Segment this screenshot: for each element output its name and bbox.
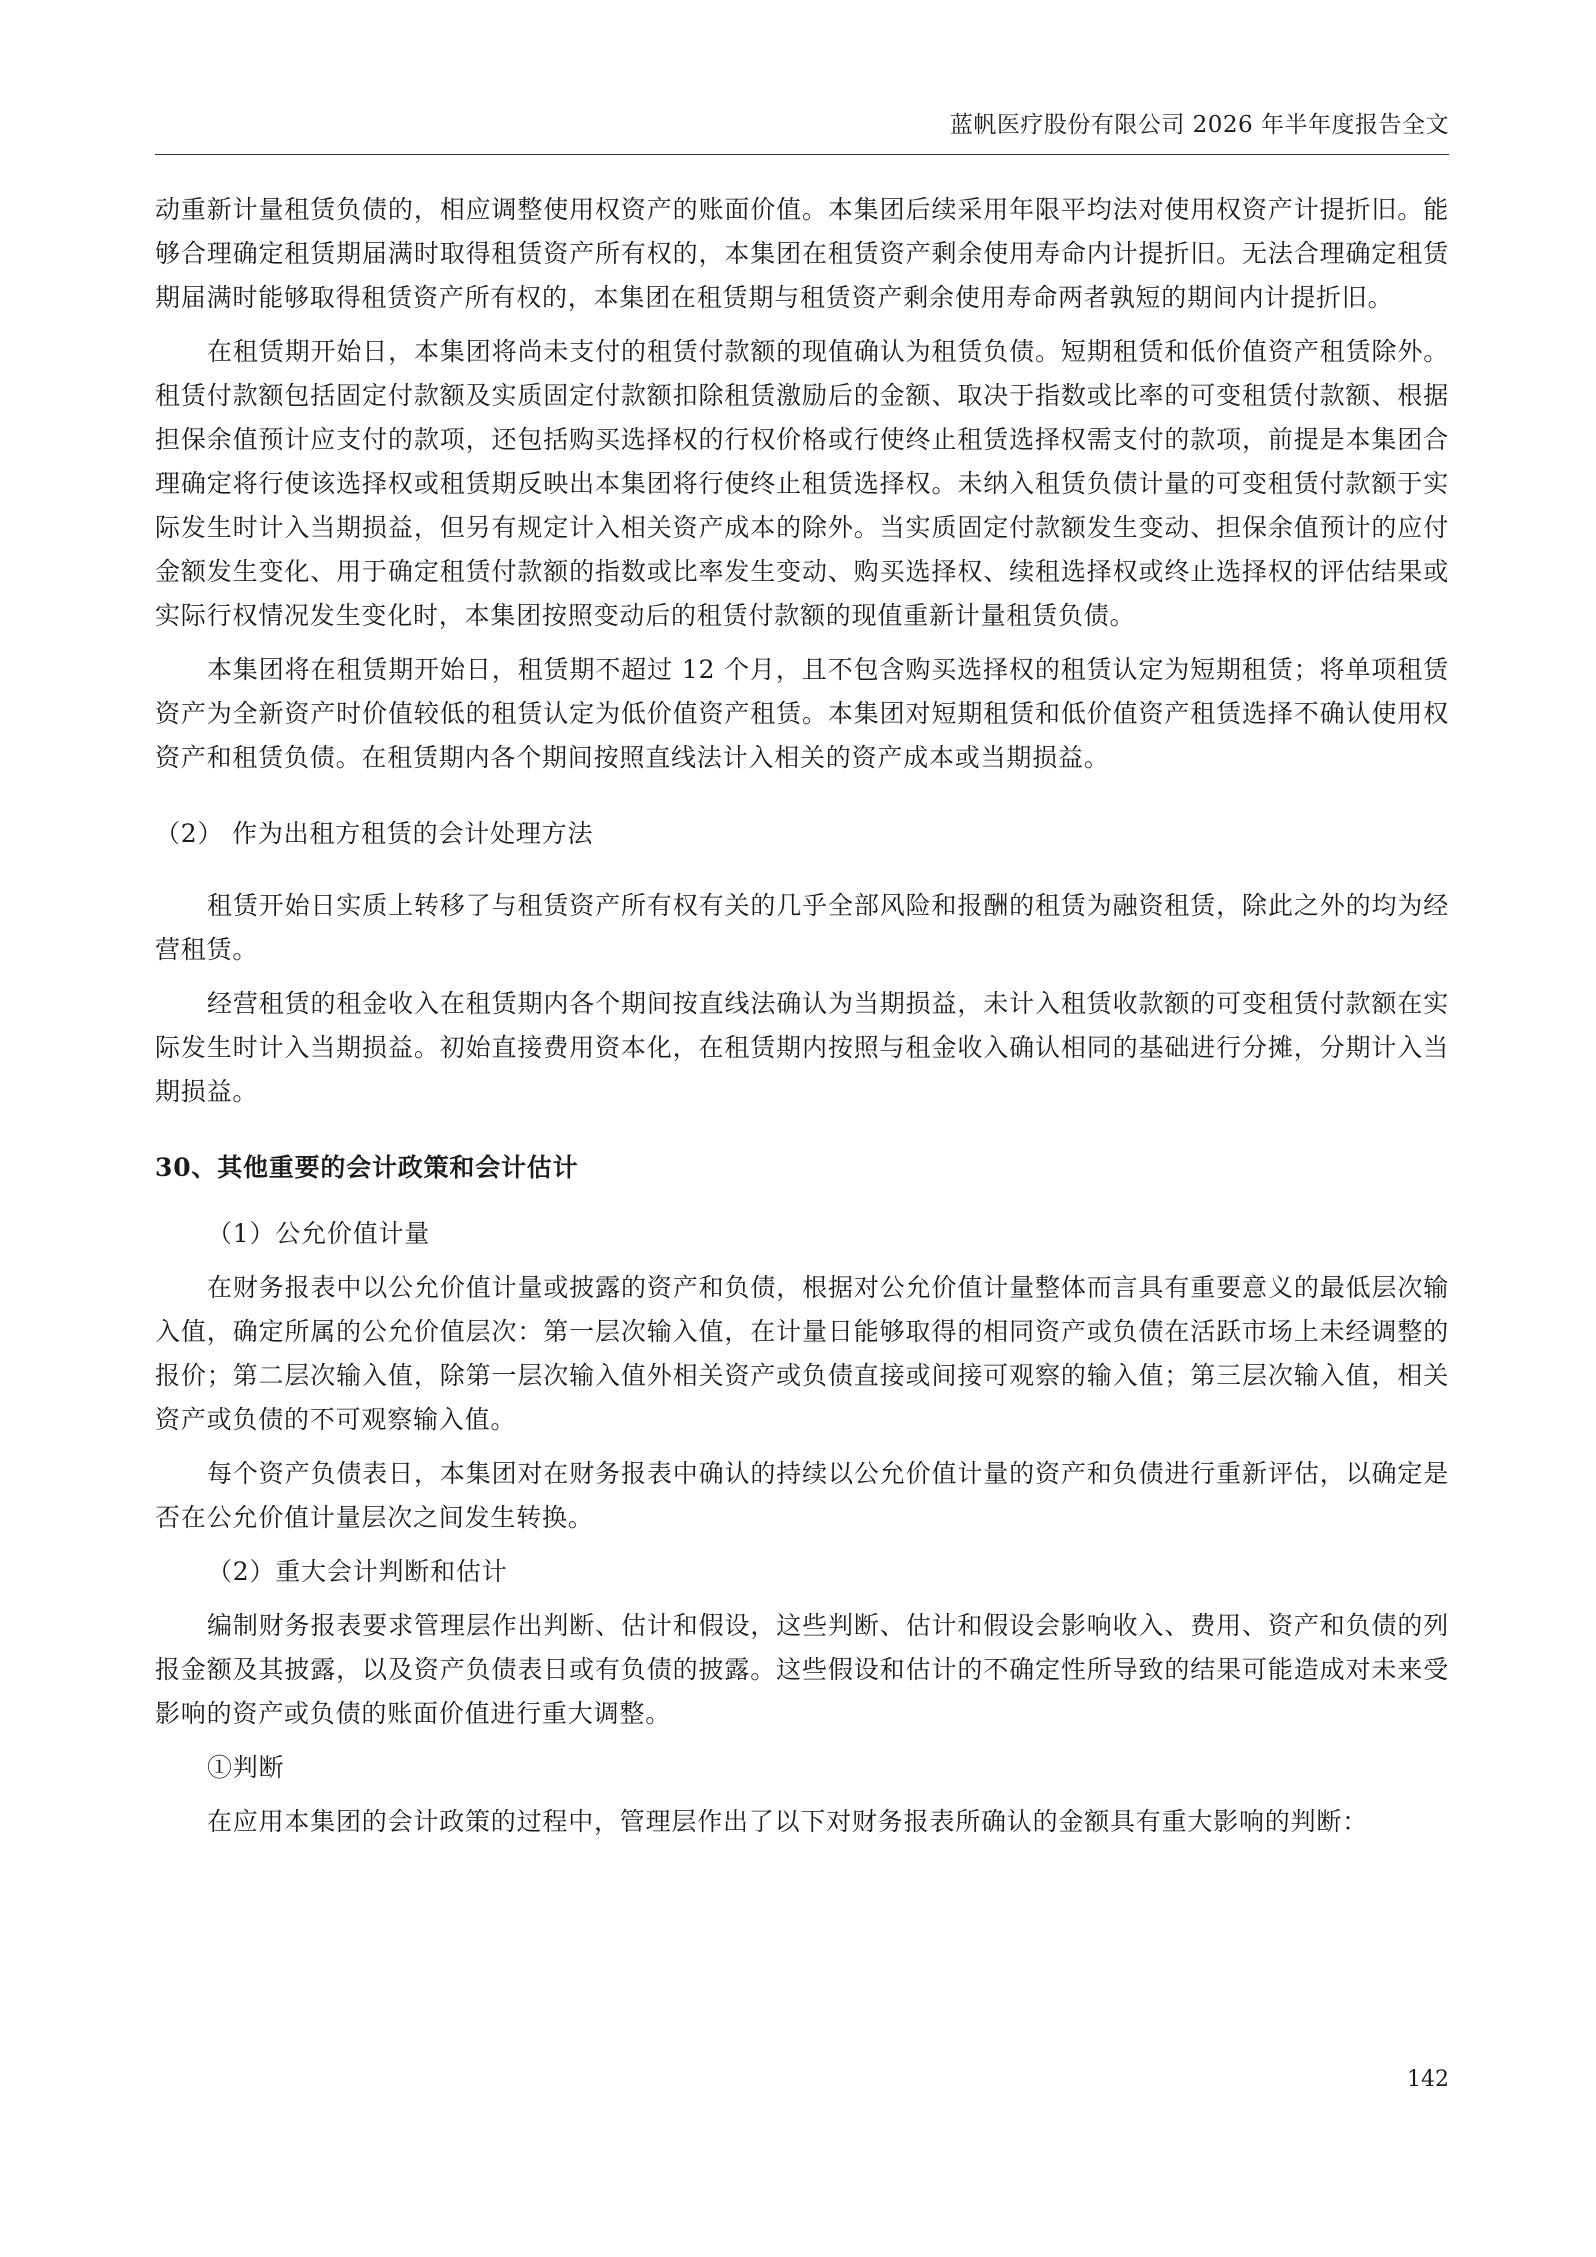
header-divider [155, 154, 1449, 155]
paragraph-judgements-intro: 编制财务报表要求管理层作出判断、估计和假设，这些判断、估计和假设会影响收入、费用、资产和负债的列报金额及其披露，以及资产负债表日或有负债的披露。这些假设和估计的不确定性所导致的结果可能造成对未来受影响的资产或负债的账面价值进行重大调整。 [155, 1611, 1449, 1728]
paragraph-judgements-detail: 在应用本集团的会计政策的过程中，管理层作出了以下对财务报表所确认的金额具有重大影响的判断： [207, 1807, 1369, 1836]
paragraph-finance-lease: 租赁开始日实质上转移了与租赁资产所有权有关的几乎全部风险和报酬的租赁为融资租赁，除此之外的均为经营租赁。 [155, 891, 1449, 964]
paragraph-fair-value-reassessment: 每个资产负债表日，本集团对在财务报表中确认的持续以公允价值计量的资产和负债进行重新评估，以确定是否在公允价值计量层次之间发生转换。 [155, 1459, 1449, 1532]
page-body [155, 188, 1449, 1854]
page-header-title: 蓝帆医疗股份有限公司 2026 年半年度报告全文 [949, 112, 1449, 138]
paragraph-operating-lease: 经营租赁的租金收入在租赁期内各个期间按直线法确认为当期损益，未计入租赁收款额的可变租赁付款额在实际发生时计入当期损益。初始直接费用资本化，在租赁期内按照与租金收入确认相同的基础进行分摊，分期计入当期损益。 [155, 989, 1449, 1106]
paragraph-fair-value-hierarchy: 在财务报表中以公允价值计量或披露的资产和负债，根据对公允价值计量整体而言具有重要意义的最低层次输入值，确定所属的公允价值层次：第一层次输入值，在计量日能够取得的相同资产或负债在活跃市场上未经调整的报价；第二层次输入值，除第一层次输入值外相关资产或负债直接或间接可观察的输入值；第三层次输入值，相关资产或负债的不可观察输入值。 [155, 1273, 1449, 1434]
heading-fair-value: （1）公允价值计量 [207, 1219, 431, 1248]
paragraph-short-term-lease: 本集团将在租赁期开始日，租赁期不超过 12 个月，且不包含购买选择权的租赁认定为短期租赁；将单项租赁资产为全新资产时价值较低的租赁认定为低价值资产租赁。本集团对短期租赁和低价值资产租赁选择不确认使用权资产和租赁负债。在租赁期内各个期间按照直线法计入相关的资产成本或当期损益。 [155, 655, 1449, 772]
paragraph-lease-liability: 在租赁期开始日，本集团将尚未支付的租赁付款额的现值确认为租赁负债。短期租赁和低价值资产租赁除外。租赁付款额包括固定付款额及实质固定付款额扣除租赁激励后的金额、取决于指数或比率的可变租赁付款额、根据担保余值预计应支付的款项，还包括购买选择权的行权价格或行使终止租赁选择权需支付的款项，前提是本集团合理确定将行使该选择权或租赁期反映出本集团将行使终止租赁选择权。未纳入租赁负债计量的可变租赁付款额于实际发生时计入当期损益，但另有规定计入相关资产成本的除外。当实质固定付款额发生变动、担保余值预计的应付金额发生变化、用于确定租赁付款额的指数或比率发生变动、购买选择权、续租选择权或终止选择权的评估结果或实际行权情况发生变化时，本集团按照变动后的租赁付款额的现值重新计量租赁负债。 [155, 337, 1449, 630]
heading-lessor-accounting: （2） 作为出租方租赁的会计处理方法 [155, 819, 594, 848]
paragraph-depreciation: 动重新计量租赁负债的，相应调整使用权资产的账面价值。本集团后续采用年限平均法对使用权资产计提折旧。能够合理确定租赁期届满时取得租赁资产所有权的，本集团在租赁资产剩余使用寿命内计提折旧。无法合理确定租赁期届满时能够取得租赁资产所有权的，本集团在租赁期与租赁资产剩余使用寿命两者孰短的期间内计提折旧。 [155, 195, 1449, 312]
page-number: 142 [1407, 2067, 1449, 2092]
heading-judgements-estimates: （2）重大会计判断和估计 [207, 1557, 508, 1586]
heading-section-30: 30、其他重要的会计政策和会计估计 [155, 1153, 579, 1182]
heading-judgements: ①判断 [207, 1753, 285, 1782]
